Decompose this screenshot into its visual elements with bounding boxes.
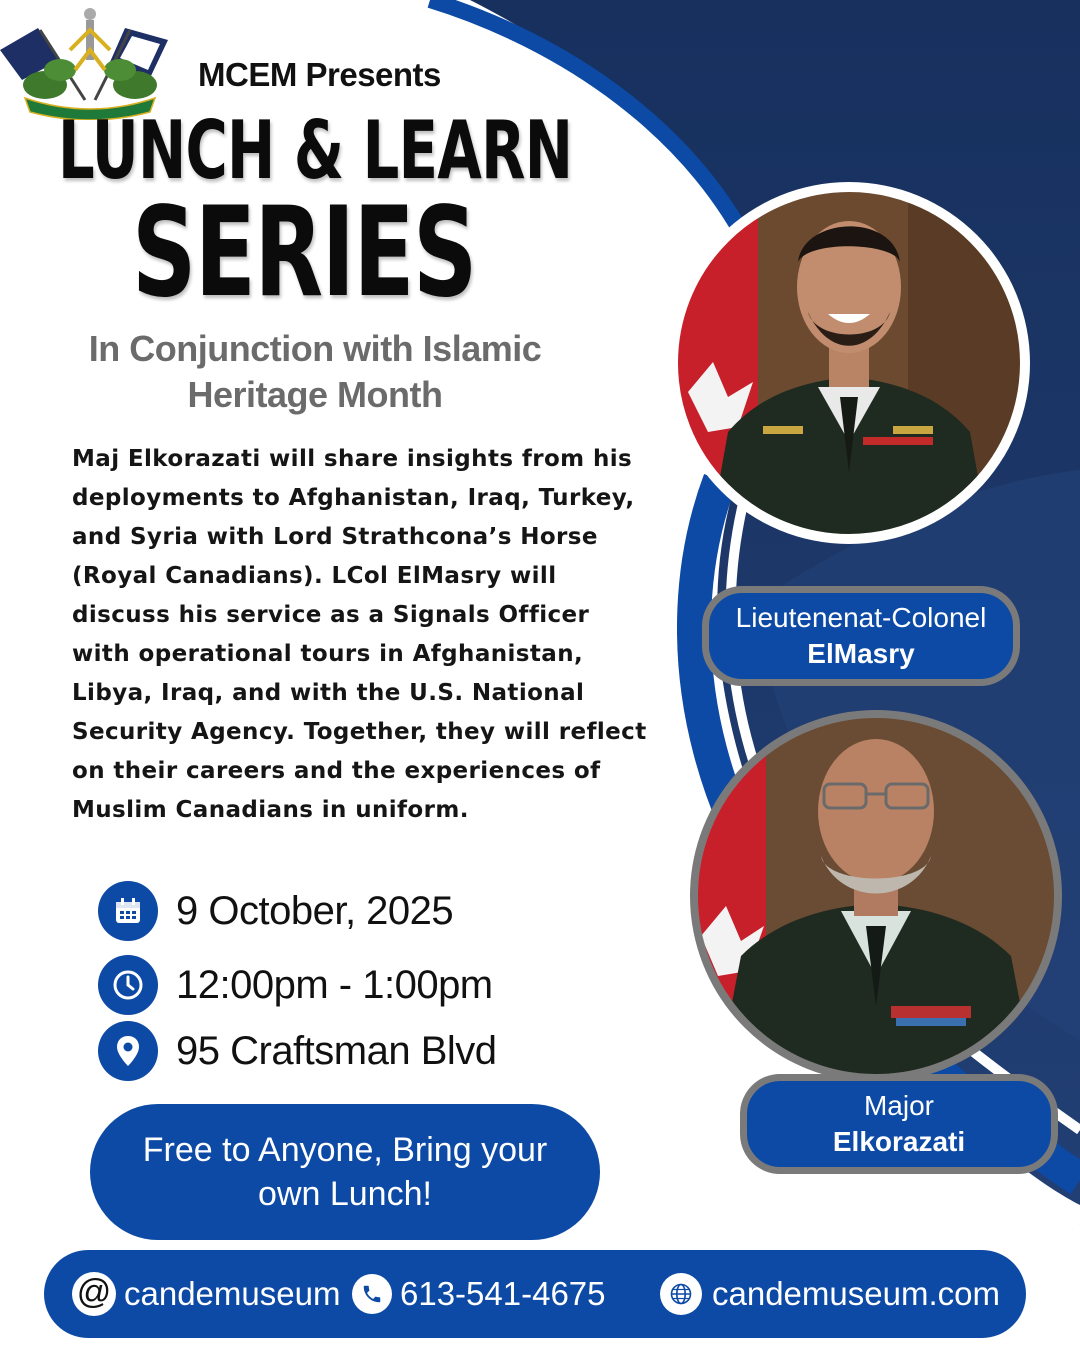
globe-icon — [660, 1273, 702, 1315]
speaker-1-name-badge — [702, 586, 1020, 686]
presents-label: MCEM Presents — [198, 56, 441, 93]
social-handle[interactable]: candemuseum — [124, 1275, 341, 1312]
website-item[interactable] — [660, 1270, 1000, 1318]
event-description: Maj Elkorazati will share insights from his deployments to Afghanistan, Iraq, Turkey, and Syria with Lord Strathcona’s Horse (Royal Canadians). LCol ElMasry will discuss his service as a Signals Officer with operational tours in Afghanistan, Libya, Iraq, and with the U.S. National Security Agency. Together, they will reflect on their careers and the experiences of Muslim Canadians in uniform. — [72, 446, 647, 823]
map-pin-icon — [98, 1021, 158, 1081]
subtitle-line-2: Heritage Month — [187, 374, 443, 415]
speaker-1-rank: Lieutenenat-Colonel — [735, 602, 987, 633]
mcem-crest-logo — [0, 0, 185, 120]
clock-icon — [98, 955, 158, 1015]
speaker-2-name: Elkorazati — [832, 1126, 966, 1157]
phone-number[interactable]: 613-541-4675 — [400, 1275, 606, 1312]
date-row — [98, 880, 453, 942]
subtitle — [60, 326, 570, 418]
speaker-2-rank: Major — [863, 1090, 934, 1121]
title-line-1: LUNCH & LEARN — [58, 104, 573, 197]
calendar-icon — [98, 881, 158, 941]
event-location: 95 Craftsman Blvd — [176, 1028, 497, 1073]
speaker-1-name: ElMasry — [807, 638, 915, 669]
speaker-2-name-badge — [740, 1074, 1058, 1174]
speaker-2-photo-frame — [686, 706, 1066, 1086]
speaker-1-portrait — [668, 182, 1030, 544]
title-line-2: SERIES — [132, 181, 476, 325]
website-link[interactable]: candemuseum.com — [712, 1275, 1000, 1312]
subtitle-line-1: In Conjunction with Islamic — [88, 328, 542, 369]
event-time: 12:00pm - 1:00pm — [176, 962, 493, 1007]
time-row — [98, 954, 493, 1016]
speaker-1-photo-frame — [668, 182, 1030, 544]
free-admission-banner — [90, 1104, 600, 1240]
speaker-2-portrait — [686, 706, 1066, 1086]
cta-line-2: own Lunch! — [258, 1175, 432, 1213]
location-row — [98, 1020, 497, 1082]
phone-icon — [352, 1274, 392, 1314]
phone-item[interactable] — [352, 1270, 606, 1318]
at-sign-icon: @ — [72, 1272, 116, 1316]
cta-line-1: Free to Anyone, Bring your — [142, 1131, 548, 1169]
event-date: 9 October, 2025 — [176, 888, 454, 933]
social-handle-item[interactable] — [72, 1270, 340, 1318]
